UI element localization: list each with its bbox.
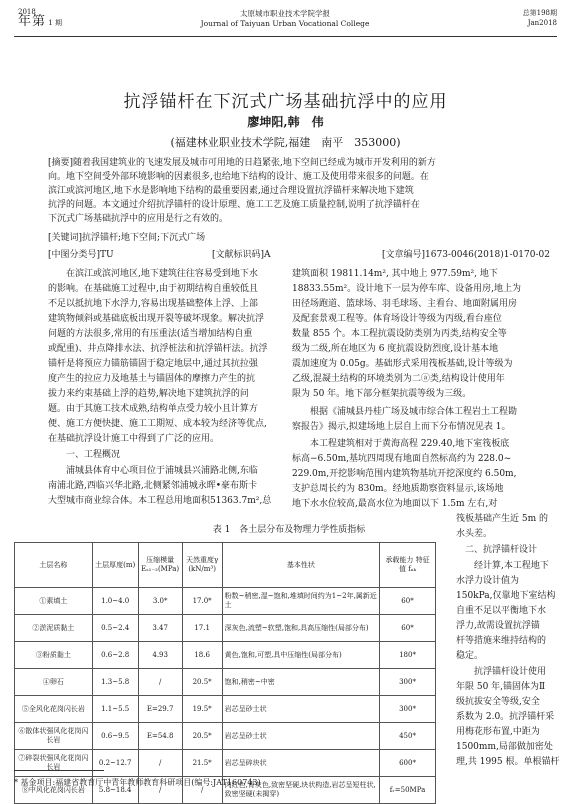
body-line: 及配套景观工程等。体育场设计等级为丙级,看台座位: [292, 314, 502, 324]
table-row: [15, 696, 436, 723]
body-line: 系数为 2.0。抗浮锚杆采: [456, 712, 555, 722]
body-line: 大型城市商业综合体。本工程总用地面积51363.7m²,总: [48, 496, 272, 506]
table-header: 土层名称: [15, 543, 93, 588]
body-line: 本工程建筑相对于黄海高程 229.40,地下室筏板底: [292, 439, 510, 449]
table-header: 承载能力 特征值 fₐₖ: [380, 543, 436, 588]
table-cell: ⑤全风化花岗闪长岩: [15, 696, 93, 723]
section-heading: 一、工程概况: [48, 450, 121, 460]
table-cell: 21.5*: [182, 750, 222, 777]
table-cell: ⑦碎裂状强风化花岗闪长岩: [15, 750, 93, 777]
soil-layer-table: [14, 542, 436, 804]
table-cell: ②淤泥质黏土: [15, 615, 93, 642]
table-caption: 表 1 各土层分布及物理力学性质指标: [212, 525, 366, 535]
footnote-rule: [14, 770, 104, 771]
table-cell: ①素填土: [15, 588, 93, 615]
table-cell: 60*: [380, 615, 436, 642]
table-cell: 300*: [380, 669, 436, 696]
table-cell: /: [182, 777, 222, 804]
table-header: 压缩模量 Eₛ₁₋₂(MPa): [138, 543, 182, 588]
table-cell: 黄色,饱和,可塑,具中压缩性(局部分布): [222, 642, 379, 669]
body-line: 题。由于其施工技术成熟,结构单点受力较小且计算方: [48, 404, 258, 414]
body-line: 经计算,本工程地下: [456, 561, 549, 571]
header-right: [523, 8, 557, 28]
clc-number: [中图分类号]TU: [48, 250, 114, 260]
body-line: 拔力来约束基础上浮的趋势,解决地下建筑抗浮的问: [48, 389, 249, 399]
table-cell: ⑧中风化花岗闪长岩: [15, 777, 93, 804]
table-cell: 1.0~4.0: [92, 588, 138, 615]
body-line: 用梅花形布置,中距为: [456, 727, 540, 737]
body-line: 限为 50 年。地下部分框架抗震等级为三级。: [292, 389, 472, 399]
body-line: 便、施工方便快捷、施工工期短、成本较为经济等优点,: [48, 419, 267, 429]
article-authors: 廖坤阳,韩 伟: [247, 115, 324, 129]
table-row: [15, 750, 436, 777]
body-line: 建筑物倾斜或基础底板出现开裂等破坏现象。解决抗浮: [48, 314, 265, 324]
table-row: [15, 642, 436, 669]
body-line: 度产生的拉应力及地基土与锚固体的摩擦力产生的抗: [48, 374, 256, 384]
table-row: [15, 588, 436, 615]
table-cell: ⑥散体状强风化花岗闪长岩: [15, 723, 93, 750]
table-cell: 450*: [380, 723, 436, 750]
table-cell: 粉数~稍密,湿~饱和,堆填时间约为1~2年,属新近土: [222, 588, 379, 615]
table-cell: E=54.8: [138, 723, 182, 750]
table-cell: 600*: [380, 750, 436, 777]
table-cell: 20.5*: [182, 669, 222, 696]
table-cell: 4.93: [138, 642, 182, 669]
table-cell: 1.3~5.8: [92, 669, 138, 696]
body-line: 的影响。在基础施工过程中,由于初期结构自重较低且: [48, 284, 258, 294]
table-cell: 180*: [380, 642, 436, 669]
body-line: 数量 855 个。本工程抗震设防类别为丙类,结构安全等: [292, 329, 507, 339]
abstract-line: 滨江或滨河地区,地下水是影响地下结构的最重要因素,通过合理设置抗浮锚杆来解决地下建筑: [48, 186, 414, 196]
table-cell: 饱和,稍密~中密: [222, 669, 379, 696]
body-line: 在基础抗浮设计施工中得到了广泛的应用。: [48, 434, 220, 444]
table-cell: ④卵石: [15, 669, 93, 696]
journal-title-en: Journal of Taiyuan Urban Vocational College: [200, 19, 370, 28]
header-year: 2018: [18, 8, 36, 16]
table-header: 基本性状: [222, 543, 379, 588]
header-issue-period: 期: [54, 19, 62, 27]
body-line: 筏板基础产生近 5m 的: [456, 514, 548, 524]
table-cell: 5.8~18.4: [92, 777, 138, 804]
table-cell: 300*: [380, 696, 436, 723]
body-line: 级抗拔安全等级,安全: [456, 697, 540, 707]
body-line: 建筑面积 19811.14m², 其中地上 977.59m², 地下: [292, 269, 498, 279]
table-cell: 19.5*: [182, 696, 222, 723]
body-line: 标高−6.50m,基坑四周现有地面自然标高约为 228.0~: [292, 454, 512, 464]
table-cell: 0.5~2.4: [92, 615, 138, 642]
body-line: 不足以抵抗地下水浮力,容易出现基础整体上浮、上部: [48, 299, 258, 309]
header-journal: [140, 9, 430, 29]
body-line: 在滨江或滨河地区,地下建筑往往容易受到地下水: [48, 269, 258, 279]
table-row: [15, 723, 436, 750]
document-code: [文献标识码]A: [212, 250, 271, 260]
header-total-issue: 总第198期: [522, 9, 557, 17]
body-line: 150kPa,仅靠地下室结构: [456, 591, 556, 601]
article-affiliation: (福建林业职业技术学院,福建 南平 353000): [170, 136, 401, 149]
table-cell: 岩芯呈砂土状: [222, 696, 379, 723]
table-row: [15, 669, 436, 696]
body-line: 理,共 1995 根。单根锚杆: [456, 757, 560, 767]
table-cell: 20.5*: [182, 723, 222, 750]
header-date: Jan2018: [527, 19, 557, 27]
abstract-line: [摘要]随着我国建筑业的飞速发展及城市可用地的日趋紧张,地下空间已经成为城市开发利用的新方: [48, 158, 436, 168]
article-title: 抗浮锚杆在下沉式广场基础抗浮中的应用: [123, 92, 448, 112]
body-line: 问题的方法很多,常用的有压重法(适当增加结构自重: [48, 329, 253, 339]
table-cell: 岩芯呈碎块状: [222, 750, 379, 777]
table-cell: 岩芯呈砂土状: [222, 723, 379, 750]
table-cell: 1.1~5.5: [92, 696, 138, 723]
table-cell: 3.0*: [138, 588, 182, 615]
body-line: 南浦北路,西临兴华北路,北侧紧邻浦城永晖•豪布斯卡: [48, 481, 258, 491]
body-line: 锚杆是将预应力锚筋锚固于稳定地层中,通过其抗拉强: [48, 359, 258, 369]
table-cell: /: [138, 777, 182, 804]
table-cell: /: [138, 750, 182, 777]
body-line: 229.0m,开挖影响范围内建筑物基坑开挖深度约 6.50m,: [292, 469, 517, 479]
table-cell: fᵣ=50MPa: [380, 777, 436, 804]
header-left: [18, 8, 62, 28]
body-line: 根据《浦城县丹桂广场及城市综合体工程岩土工程勘: [292, 407, 518, 417]
table-row: [15, 615, 436, 642]
body-line: 水浮力设计值为: [456, 576, 520, 586]
body-line: 或配重)、井点降排水法、抗浮桩法和抗浮锚杆法。抗浮: [48, 344, 268, 354]
table-cell: E=29.7: [138, 696, 182, 723]
abstract-line: 下沉式广场基础抗浮中的应用是行之有效的。: [48, 214, 229, 224]
table-cell: 深灰色,流塑~软塑,饱和,具高压缩性(局部分布): [222, 615, 379, 642]
table-cell: 0.6~9.5: [92, 723, 138, 750]
body-line: 杆等措施来维持结构的: [456, 636, 547, 646]
abstract-line: 向。地下空间受外部环境影响的因素很多,也给地下结构的设计、施工及使用带来很多的问题。在: [48, 172, 429, 182]
body-line: 浦城县体育中心项目位于浦城县兴浦路北侧,东临: [48, 466, 258, 476]
body-line: 水头差。: [456, 529, 493, 539]
body-line: 年限 50 年,锚固体为Ⅱ: [456, 682, 546, 692]
table-header: 天然重度γ (kN/m³): [182, 543, 222, 588]
body-line: 乙级,混凝土结构的环境类别为二ⓐ类,结构设计使用年: [292, 374, 505, 384]
table-cell: /: [138, 669, 182, 696]
table-cell: 60*: [380, 588, 436, 615]
table-cell: 17.1: [182, 615, 222, 642]
table-cell: 0.6~2.8: [92, 642, 138, 669]
body-line: 支护总周长约为 830m。经地质勘察资料显示,该场地: [292, 484, 504, 494]
section-heading: 二、抗浮锚杆设计: [456, 545, 538, 555]
table-header-row: [15, 543, 436, 588]
footnote: * 基金项目:福建省教育厅中青年教师教育科研项目(编号:JAT160743): [14, 778, 261, 787]
body-line: 抗浮锚杆设计使用: [456, 667, 547, 677]
header-issue-number: 1: [48, 19, 53, 27]
body-line: 级为二级,所在地区为 6 度抗震设防烈度,设计基本地: [292, 344, 499, 354]
body-line: 稳定。: [456, 651, 484, 661]
table-cell: 肉红色,青灰色,致密坚硬,块状构造,岩芯呈短柱状,致密坚硬(未揭穿): [222, 777, 379, 804]
header-issue-label: 年第: [18, 14, 47, 29]
table-header: 土层厚度(m): [92, 543, 138, 588]
abstract-line: 抗浮的问题。本文通过介绍抗浮锚杆的设计原理、施工工艺及施工质量控制,说明了抗浮锚杆在: [48, 200, 420, 210]
journal-title-cn: 太原城市职业技术学院学报: [240, 9, 330, 18]
body-line: 1500mm,局部做加密处: [456, 742, 553, 752]
body-line: 地下水水位较高,最高水位为地面以下 1.5m 左右,对: [292, 499, 498, 509]
table-cell: 18.6: [182, 642, 222, 669]
body-line: 18833.55m²。设计地下一层为停车库、设备用房,地上为: [292, 284, 521, 294]
table-cell: 0.2~12.7: [92, 750, 138, 777]
article-number: [文章编号]1673-0046(2018)1-0170-02: [382, 250, 550, 260]
body-line: 自重不足以平衡地下水: [456, 606, 547, 616]
keywords-line: [关键词]抗浮锚杆;地下空间;下沉式广场: [48, 233, 206, 243]
body-line: 察报告》揭示,拟建场地上层自上而下分布情况见表 1。: [292, 422, 511, 432]
table-cell: ③粉质黏土: [15, 642, 93, 669]
table-cell: 17.0*: [182, 588, 222, 615]
body-line: 浮力,故需设置抗浮锚: [456, 621, 540, 631]
header-rule: [14, 36, 557, 37]
table-cell: 3.47: [138, 615, 182, 642]
body-line: 田径场跑道、篮球场、羽毛球场、主看台、地面附属用房: [292, 299, 518, 309]
body-line: 震加速度为 0.05g。基础形式采用筏板基础,设计等级为: [292, 359, 513, 369]
